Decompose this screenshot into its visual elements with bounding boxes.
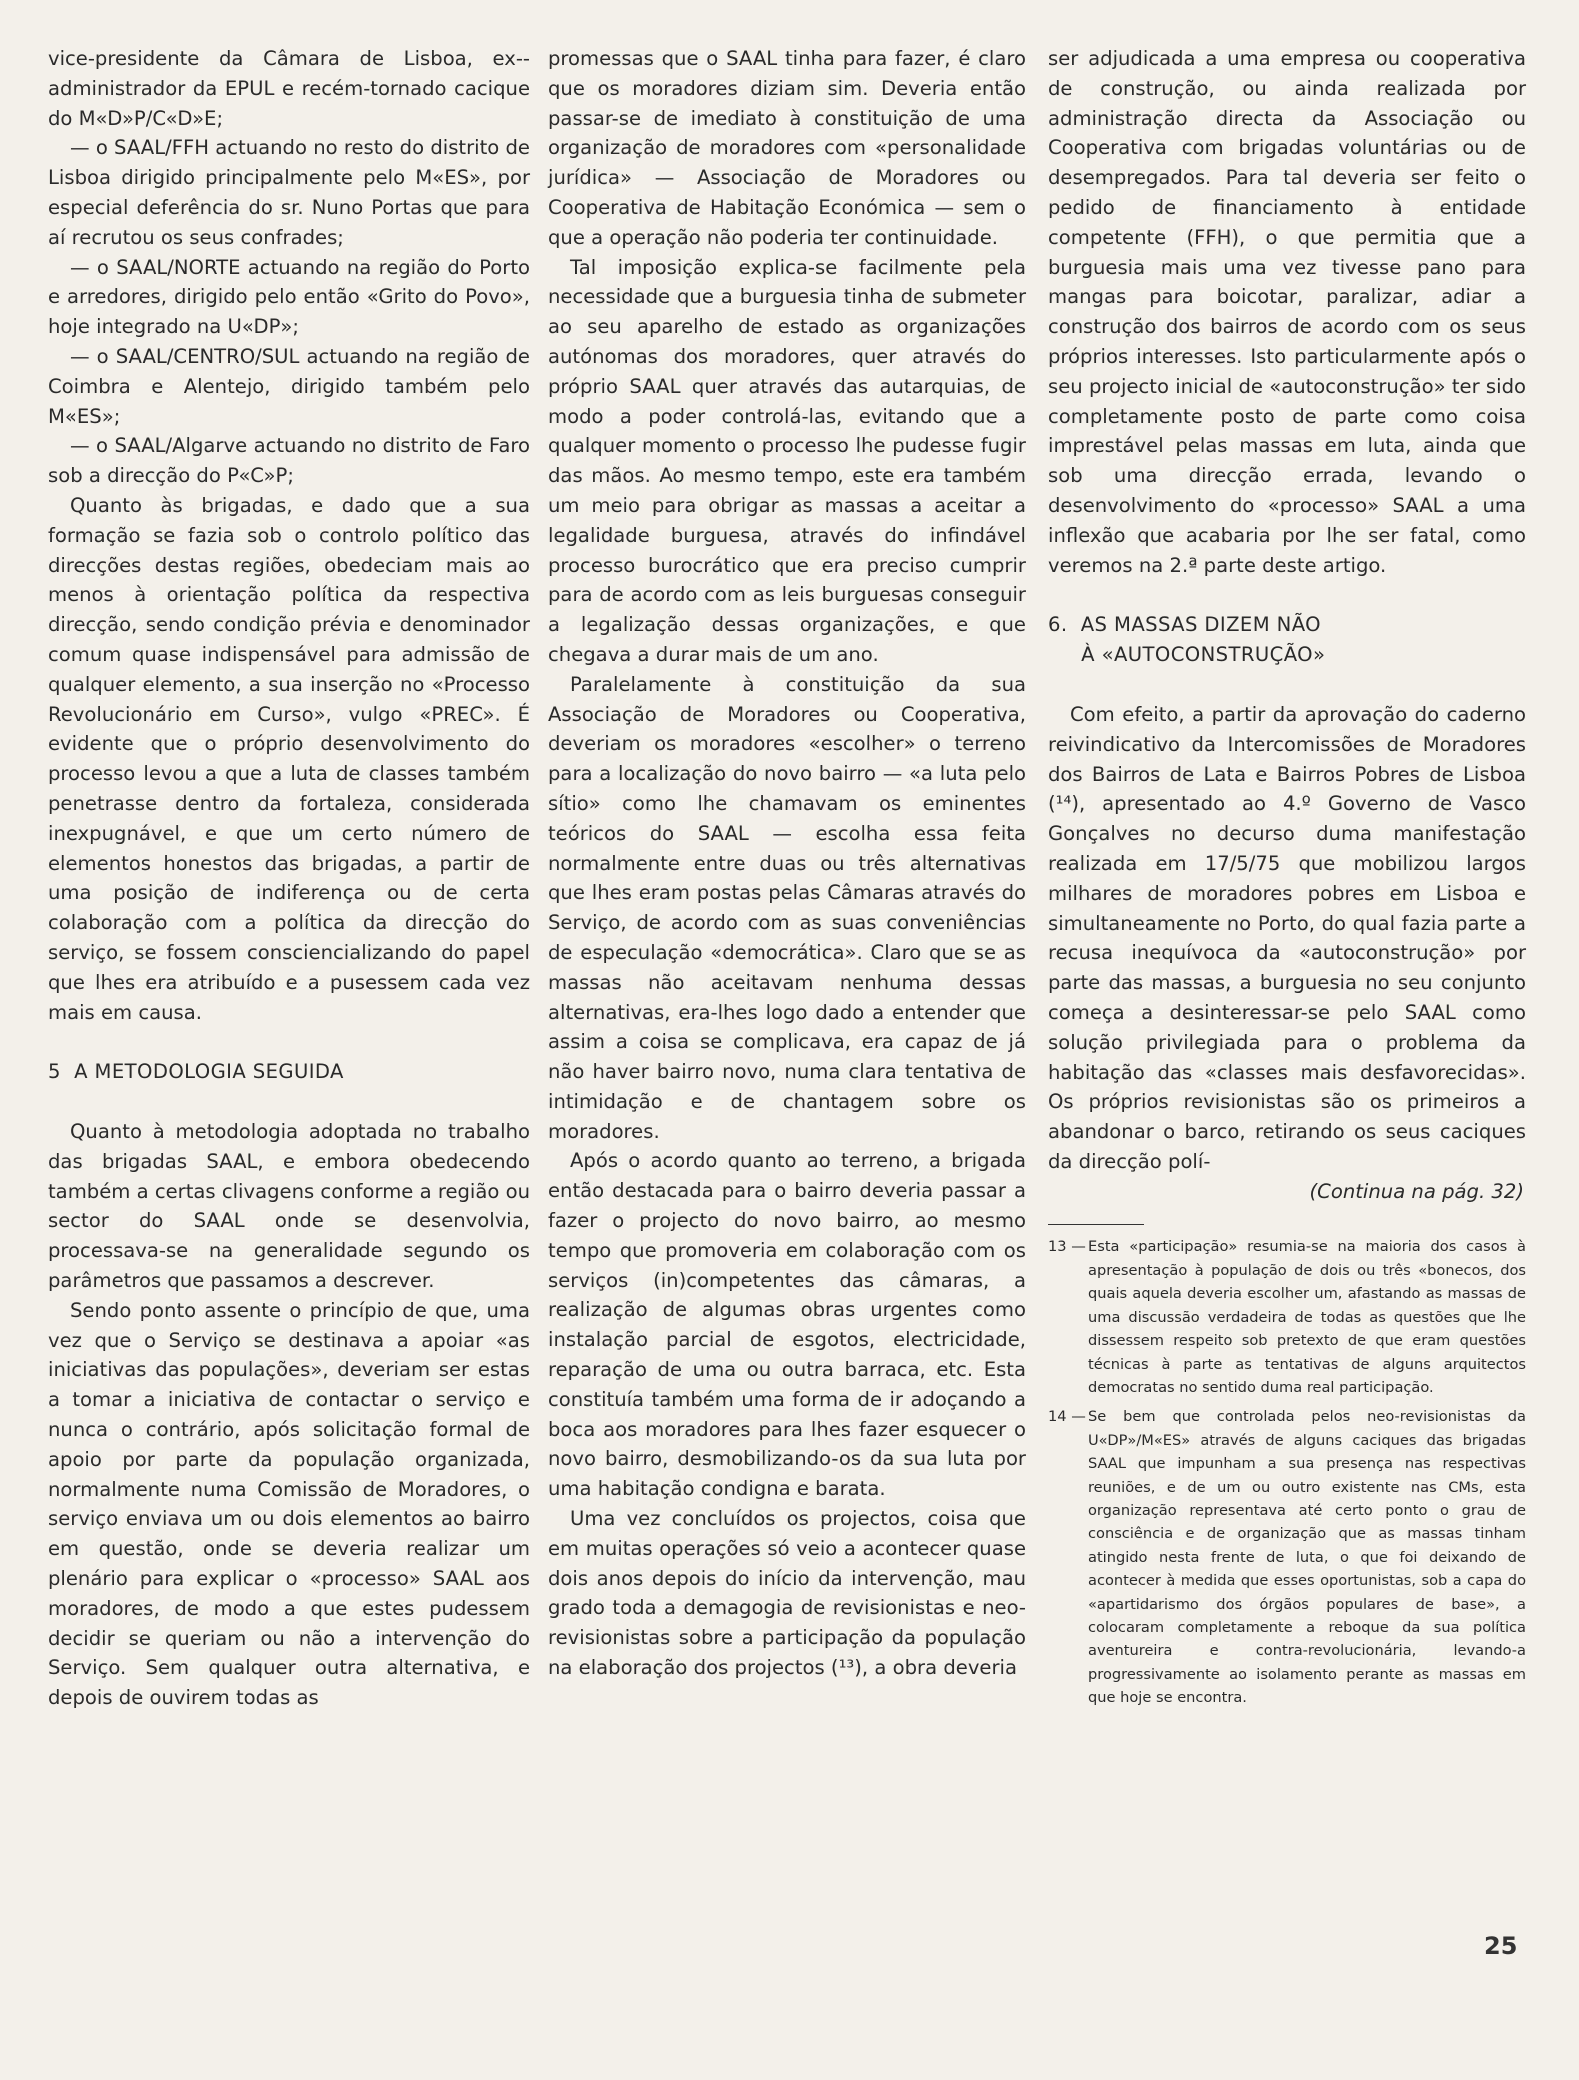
spacer xyxy=(48,1027,530,1057)
paragraph: — o SAAL/NORTE actuando na região do Porto e arredores, dirigido pelo então «Grito do Povo», hoje integrado na U«DP»; xyxy=(48,255,530,339)
spacer xyxy=(1048,580,1526,610)
paragraph: Quanto às brigadas, e dado que a sua formação se fazia sob o controlo político das direcções destas regiões, obedeciam mais ao menos à orientação política da respectiva direcção, sendo condição prévia e denominador comum quase indispensável para admissão de qualquer elemento, a sua inserção no «Processo Revolucionário em Curso», vulgo «PREC». É evidente que o próprio desenvolvimento do processo levou a que a luta de classes também penetrasse dentro da fortaleza, considerada inexpugnável, e que um certo número de elementos honestos das brigadas, a partir de uma posição de indiferença ou de certa colaboração com a política da direcção do serviço, se fossem consciencializando do papel que lhes era atribuído e a pusessem cada vez mais em causa. xyxy=(48,493,530,1024)
page-number: 25 xyxy=(1484,1932,1518,1960)
text-column-2 xyxy=(548,44,1026,1683)
paragraph: vice-presidente da Câmara de Lisboa, ex--administrador da EPUL e recém-tornado cacique do M«D»P/C«D»E; xyxy=(48,47,530,130)
section-heading: 5 A METODOLOGIA SEGUIDA xyxy=(48,1060,344,1084)
footnote-text: Esta «participação» resumia-se na maioria dos casos à apresentação à população de dois ou três «bonecos, dos quais aquela deveria escolher um, afastando as massas de uma discussão verdadeira de todas as questões que lhe dissessem respeito sob pretexto de que eram questões técnicas à parte as tentativas de alguns arquitectos democratas no sentido duma real participação. xyxy=(1088,1238,1526,1396)
footnote-text: Se bem que controlada pelos neo-revisionistas da U«DP»/M«ES» através de alguns caciques das brigadas SAAL que impunham a sua presença nas respectivas reuniões, e de um ou outro existente nas CMs, esta organização representava até certo ponto o grau de consciência e de organização que as massas tinham atingido nesta frente de luta, o que foi deixando de acontecer à medida que esses oportunistas, sob a capa do «apartidarismo dos órgãos populares de base», a colocaram completamente a reboque da sua política aventureira e contra-revolucionária, levando-a progressivamente ao isolamento perante as massas em que hoje se encontra. xyxy=(1088,1408,1526,1707)
footnote xyxy=(1048,1405,1526,1709)
paragraph: — o SAAL/FFH actuando no resto do distrito de Lisboa dirigido principalmente pelo M«ES», por especial deferência do sr. Nuno Portas que para aí recrutou os seus confrades; xyxy=(48,136,530,249)
paragraph: Paralelamente à constituição da sua Associação de Moradores ou Cooperativa, deveriam os moradores «escolher» o terreno para a localização do novo bairro — «a luta pelo sítio» como lhe chamavam os eminentes teóricos do SAAL — escolha essa feita normalmente entre duas ou três alternativas que lhes eram postas pelas Câmaras através do Serviço, de acordo com as suas conveniências de especulação «democrática». Claro que se as massas não aceitavam nenhuma dessas alternativas, era-lhes logo dado a entender que assim a coisa se complicava, era capaz de já não haver bairro novo, numa clara tentativa de intimidação e de chantagem sobre os moradores. xyxy=(548,672,1026,1143)
paragraph: promessas que o SAAL tinha para fazer, é claro que os moradores diziam sim. Deveria então passar-se de imediato à constituição de uma organização de moradores com «personalidade jurídica» — Associação de Moradores ou Cooperativa de Habitação Económica — sem o que a operação não poderia ter continuidade. xyxy=(548,47,1026,249)
continuation-note: (Continua na pág. 32) xyxy=(1309,1179,1524,1203)
paragraph: — o SAAL/CENTRO/SUL actuando na região de Coimbra e Alentejo, dirigido também pelo M«ES»; xyxy=(48,344,530,428)
section-heading: À «AUTOCONSTRUÇÃO» xyxy=(1048,643,1326,667)
paragraph: — o SAAL/Algarve actuando no distrito de Faro sob a direcção do P«C»P; xyxy=(48,434,530,488)
paragraph: Uma vez concluídos os projectos, coisa que em muitas operações só veio a acontecer quase dois anos depois do início da intervenção, mau grado toda a demagogia de revisionistas e neo-revisionistas sobre a participação da população na elaboração dos projectos (¹³), a obra deveria xyxy=(548,1507,1026,1680)
paragraph: Tal imposição explica-se facilmente pela necessidade que a burguesia tinha de submeter ao seu aparelho de estado as organizações autónomas dos moradores, quer através do próprio SAAL quer através das autarquias, de modo a poder controlá-las, evitando que a qualquer momento o processo lhe pudesse fugir das mãos. Ao mesmo tempo, este era também um meio para obrigar as massas a aceitar a legalidade burguesa, através do infindável processo burocrático que era preciso cumprir para de acordo com as leis burguesas conseguir a legalização dessas organizações, e que chegava a durar mais de um ano. xyxy=(548,255,1026,666)
footnote-divider xyxy=(1048,1224,1144,1225)
footnote xyxy=(1048,1235,1526,1399)
spacer xyxy=(48,1087,530,1117)
paragraph: Com efeito, a partir da aprovação do caderno reivindicativo da Intercomissões de Moradores dos Bairros de Lata e Bairros Pobres de Lisboa (¹⁴), apresentado ao 4.º Governo de Vasco Gonçalves no decurso duma manifestação realizada em 17/5/75 que mobilizou largos milhares de moradores pobres em Lisboa e simultaneamente no Porto, do qual fazia parte a recusa inequívoca da «autoconstrução» por parte das massas, a burguesia no seu conjunto começa a desinteressar-se pelo SAAL como solução privilegiada para o problema da habitação das «classes mais desfavorecidas». Os próprios revisionistas são os primeiros a abandonar o barco, retirando os seus caciques da direcção polí- xyxy=(1048,702,1526,1173)
section-heading: 6. AS MASSAS DIZEM NÃO xyxy=(1048,613,1321,637)
text-column-1 xyxy=(48,44,530,1713)
text-column-3 xyxy=(1048,44,1526,1716)
paragraph: Quanto à metodologia adoptada no trabalho das brigadas SAAL, e embora obedecendo também a certas clivagens conforme a região ou sector do SAAL onde se desenvolvia, processava-se na generalidade segundo os parâmetros que passamos a descrever. xyxy=(48,1120,531,1293)
spacer xyxy=(1048,670,1526,700)
paragraph: Sendo ponto assente o princípio de que, uma vez que o Serviço se destinava a apoiar «as iniciativas das populações», deveriam ser estas a tomar a iniciativa de contactar o serviço e nunca o contrário, após solicitação formal de apoio por parte da população organizada, normalmente numa Comissão de Moradores, o serviço enviava um ou dois elementos ao bairro em questão, onde se deveria realizar um plenário para explicar o «processo» SAAL aos moradores, de modo a que estes pudessem decidir se queriam ou não a intervenção do Serviço. Sem qualquer outra alternativa, e depois de ouvirem todas as xyxy=(48,1298,530,1710)
paragraph: ser adjudicada a uma empresa ou cooperativa de construção, ou ainda realizada por administração directa da Associação ou Cooperativa com brigadas voluntárias ou de desempregados. Para tal deveria ser feito o pedido de financiamento à entidade competente (FFH), o que permitia que a burguesia mais uma vez tivesse pano para mangas para boicotar, paralizar, adiar a construção dos bairros de acordo com os seus próprios interesses. Isto particularmente após o seu projecto inicial de «autoconstrução» ter sido completamente posto de parte como coisa imprestável pelas massas em luta, ainda que sob uma direcção errada, levando o desenvolvimento do «processo» SAAL a uma inflexão que acabaria por lhe ser fatal, como veremos na 2.ª parte deste artigo. xyxy=(1048,47,1526,577)
footnote-number: 13 — xyxy=(1048,1238,1086,1256)
footnote-number: 14 — xyxy=(1048,1408,1086,1426)
paragraph: Após o acordo quanto ao terreno, a brigada então destacada para o bairro deveria passar a fazer o projecto do novo bairro, ao mesmo tempo que promoveria em colaboração com os serviços (in)competentes das câmaras, a realização de algumas obras urgentes como instalação parcial de esgotos, electricidade, reparação de uma ou outra barraca, etc. Esta constituía também uma forma de ir adoçando a boca aos moradores para lhes fazer esquecer o novo bairro, desmobilizando-os da sua luta por uma habitação condigna e barata. xyxy=(548,1149,1026,1501)
